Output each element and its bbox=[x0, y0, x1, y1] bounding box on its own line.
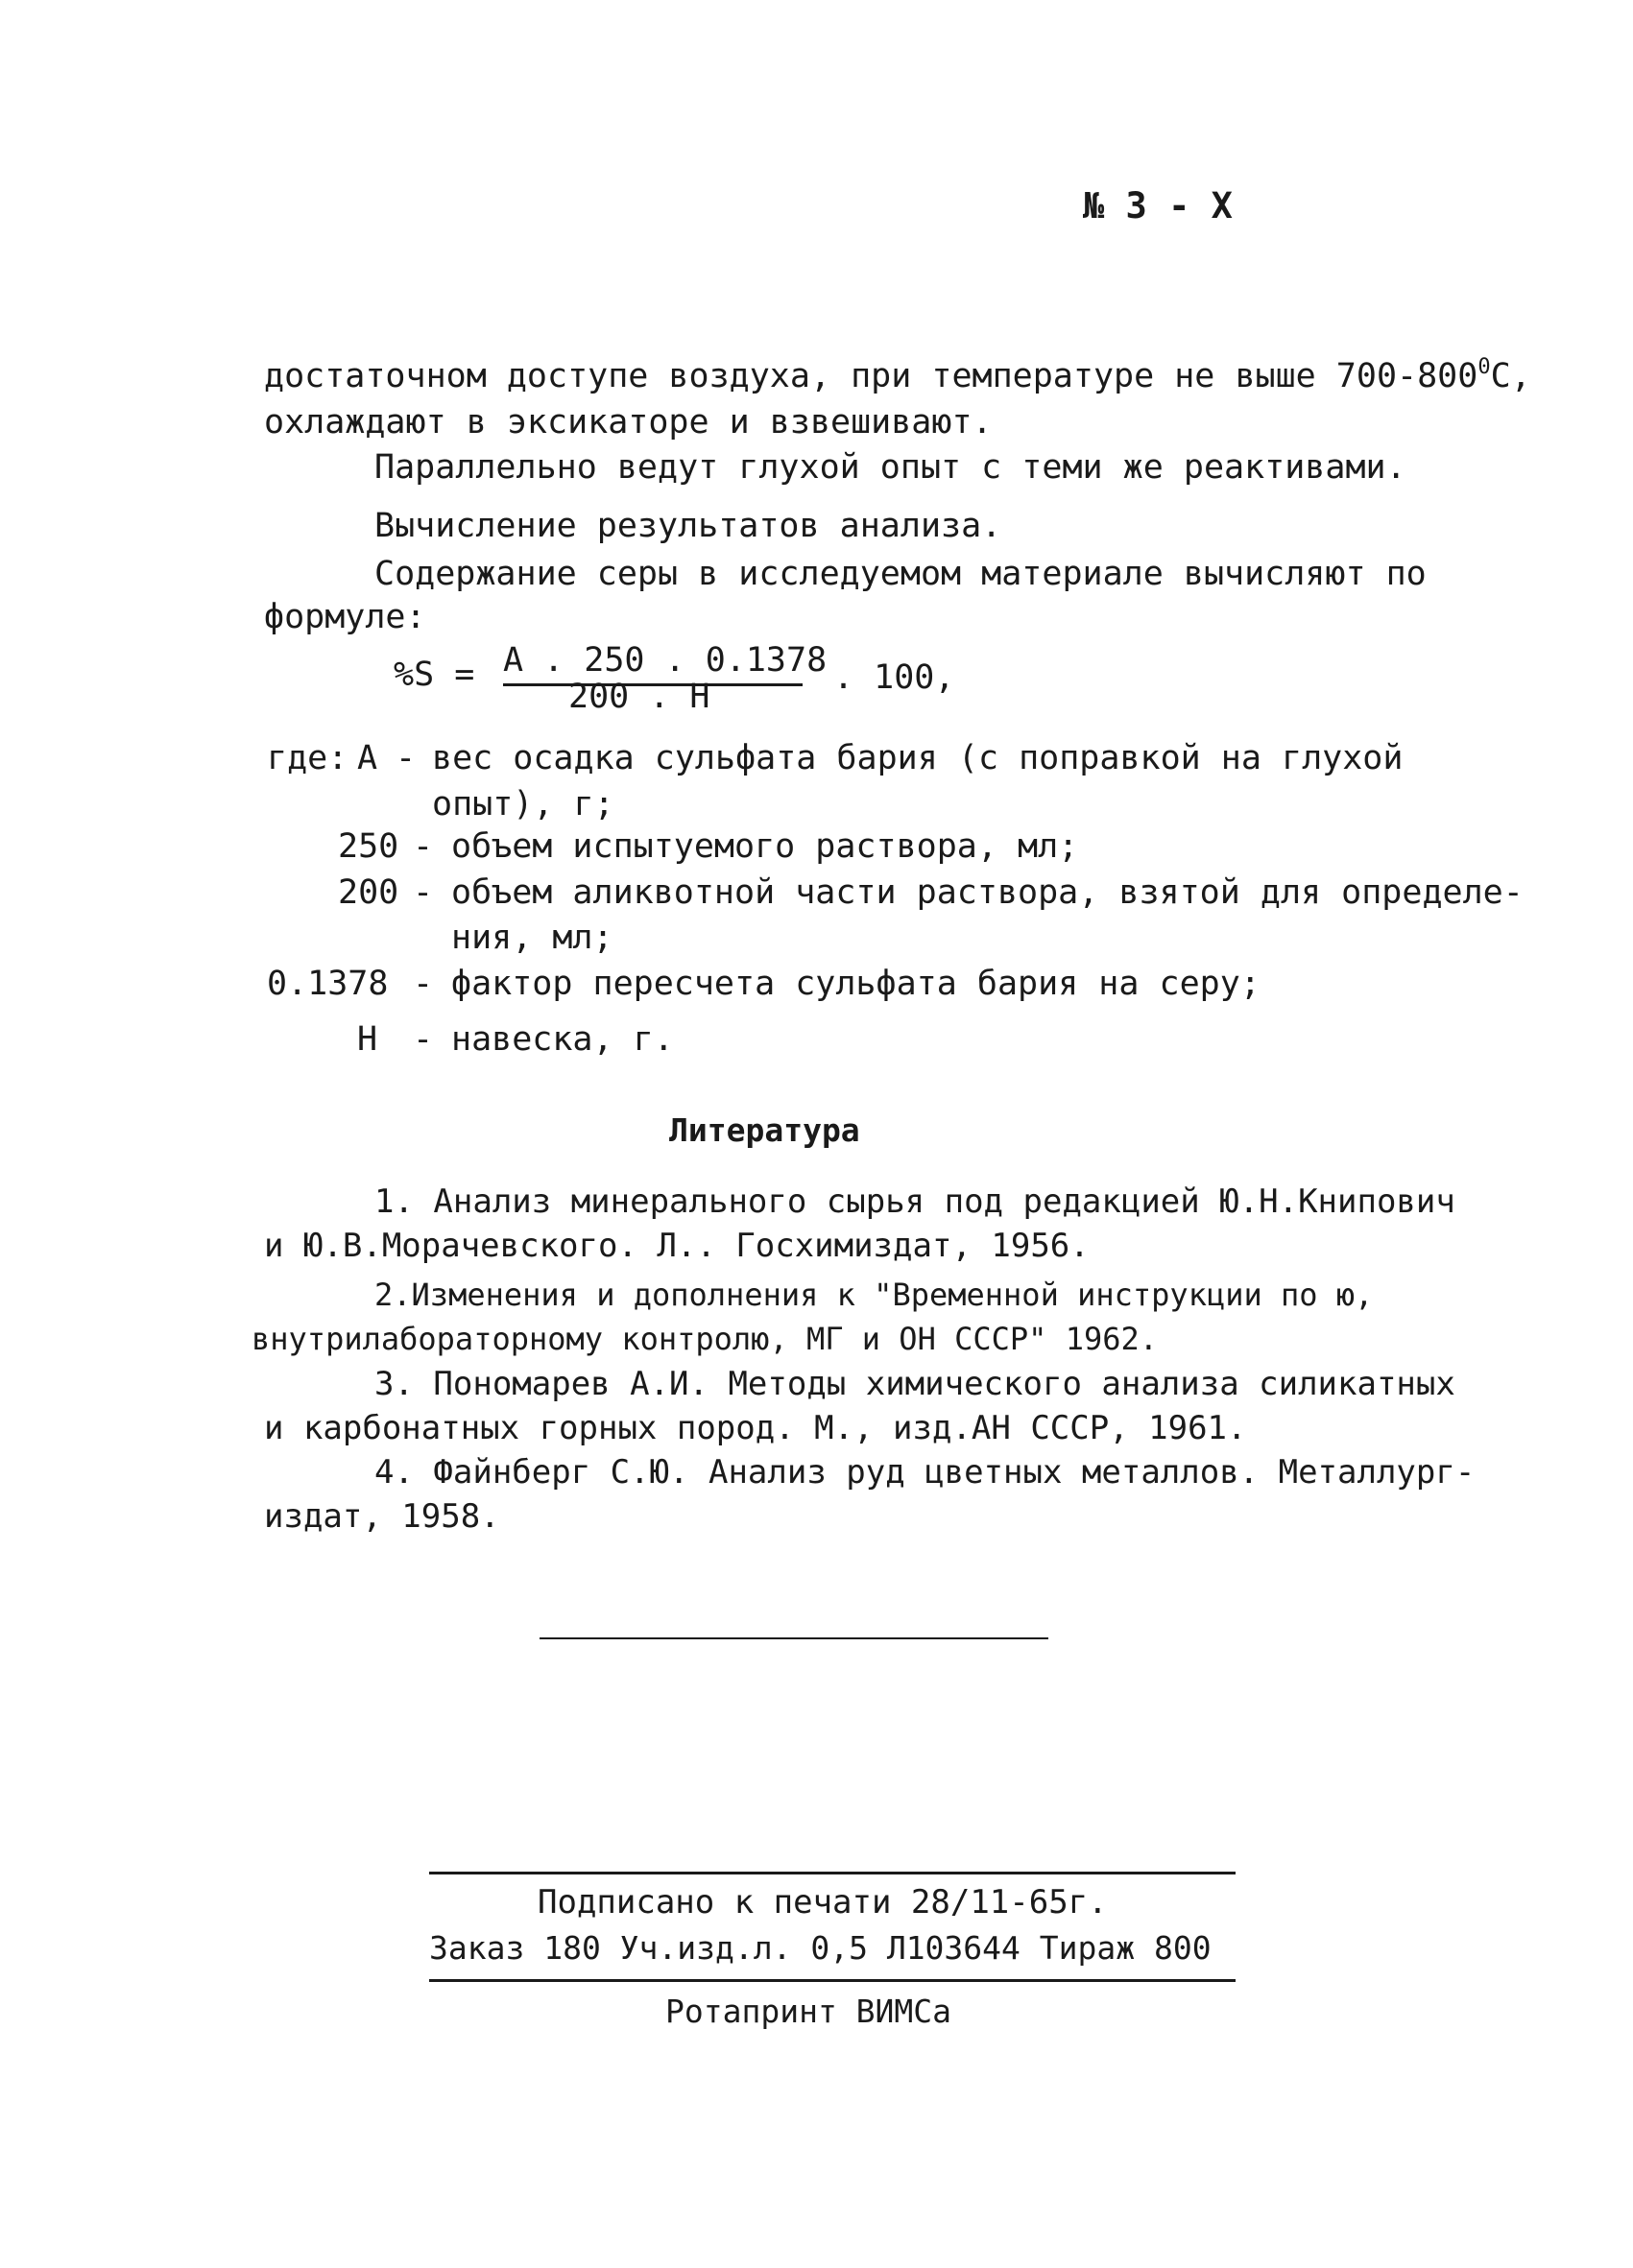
reference-2-line-2: внутрилабораторному контролю, МГ и ОН СССР" 1962. bbox=[252, 1321, 1159, 1357]
legend-dash: - bbox=[413, 965, 434, 1003]
imprint-line-1: Подписано к печати 28/11-65г. bbox=[538, 1883, 1108, 1922]
reference-2-line-1: 2.Изменения и дополнения к "Временной инструкции по ю, bbox=[374, 1277, 1374, 1313]
formula-denominator: 200 . Н bbox=[568, 678, 710, 716]
reference-4-line-2: издат, 1958. bbox=[264, 1497, 500, 1536]
legend-symbol-250: 250 bbox=[338, 827, 399, 866]
legend-text-200: объем аликвотной части раствора, взятой для определе- bbox=[451, 873, 1524, 912]
body-line-1-end: С, bbox=[1490, 357, 1531, 395]
formula-rhs: . 100, bbox=[833, 658, 955, 697]
legend-text-factor: фактор пересчета сульфата бария на серу; bbox=[451, 965, 1261, 1003]
body-line-6: формуле: bbox=[264, 598, 426, 636]
legend-text-200-cont: ния, мл; bbox=[451, 919, 613, 957]
reference-3-line-2: и карбонатных горных пород. М., изд.АН СССР, 1961. bbox=[264, 1409, 1247, 1447]
imprint-bottom-rule bbox=[429, 1979, 1236, 1982]
legend-intro: где: bbox=[267, 739, 348, 777]
legend-dash: - bbox=[413, 827, 434, 866]
literature-heading: Литература bbox=[669, 1111, 860, 1149]
imprint-top-rule bbox=[429, 1872, 1236, 1874]
body-line-5: Содержание серы в исследуемом материале вычисляют по bbox=[374, 555, 1427, 593]
body-line-4: Вычисление результатов анализа. bbox=[374, 507, 1002, 545]
reference-1-line-1: 1. Анализ минерального сырья под редакцией Ю.Н.Книпович bbox=[374, 1182, 1455, 1221]
body-line-2: охлаждают в эксикаторе и взвешивают. bbox=[264, 403, 993, 442]
body-line-3: Параллельно ведут глухой опыт с теми же реактивами. bbox=[374, 448, 1406, 487]
imprint-line-3: Ротапринт ВИМСа bbox=[665, 1993, 952, 2030]
separator-rule bbox=[540, 1637, 1048, 1639]
legend-symbol-200: 200 bbox=[338, 873, 399, 912]
legend-text-250: объем испытуемого раствора, мл; bbox=[451, 827, 1079, 866]
reference-3-line-1: 3. Пономарев А.И. Методы химического анализа силикатных bbox=[374, 1365, 1455, 1403]
legend-dash: - bbox=[396, 739, 417, 777]
legend-dash: - bbox=[413, 1020, 434, 1059]
legend-symbol-a: А bbox=[357, 739, 378, 777]
legend-text-h: навеска, г. bbox=[451, 1020, 674, 1059]
legend-text-a-cont: опыт), г; bbox=[432, 785, 614, 824]
reference-4-line-1: 4. Файнберг С.Ю. Анализ руд цветных металлов. Металлург- bbox=[374, 1453, 1476, 1492]
page-number: № 3 - X bbox=[1083, 185, 1233, 227]
formula-fraction bbox=[503, 641, 828, 728]
legend-symbol-factor: 0.1378 bbox=[267, 965, 389, 1003]
formula-lhs: %S = bbox=[394, 656, 475, 694]
degree-sup: 0 bbox=[1477, 355, 1491, 379]
body-line-1 bbox=[264, 357, 1531, 395]
legend-text-a: вес осадка сульфата бария (с поправкой на глухой bbox=[432, 739, 1404, 777]
imprint-line-2: Заказ 180 Уч.изд.л. 0,5 Л103644 Тираж 800 bbox=[429, 1929, 1212, 1967]
reference-1-line-2: и Ю.В.Морачевского. Л.. Госхимиздат, 1956. bbox=[264, 1227, 1090, 1265]
legend-symbol-h: Н bbox=[357, 1020, 378, 1059]
body-line-1-text: достаточном доступе воздуха, при температуре не выше 700-800 bbox=[264, 357, 1478, 395]
legend-dash: - bbox=[413, 873, 434, 912]
formula-numerator: А . 250 . 0.1378 bbox=[503, 641, 828, 680]
